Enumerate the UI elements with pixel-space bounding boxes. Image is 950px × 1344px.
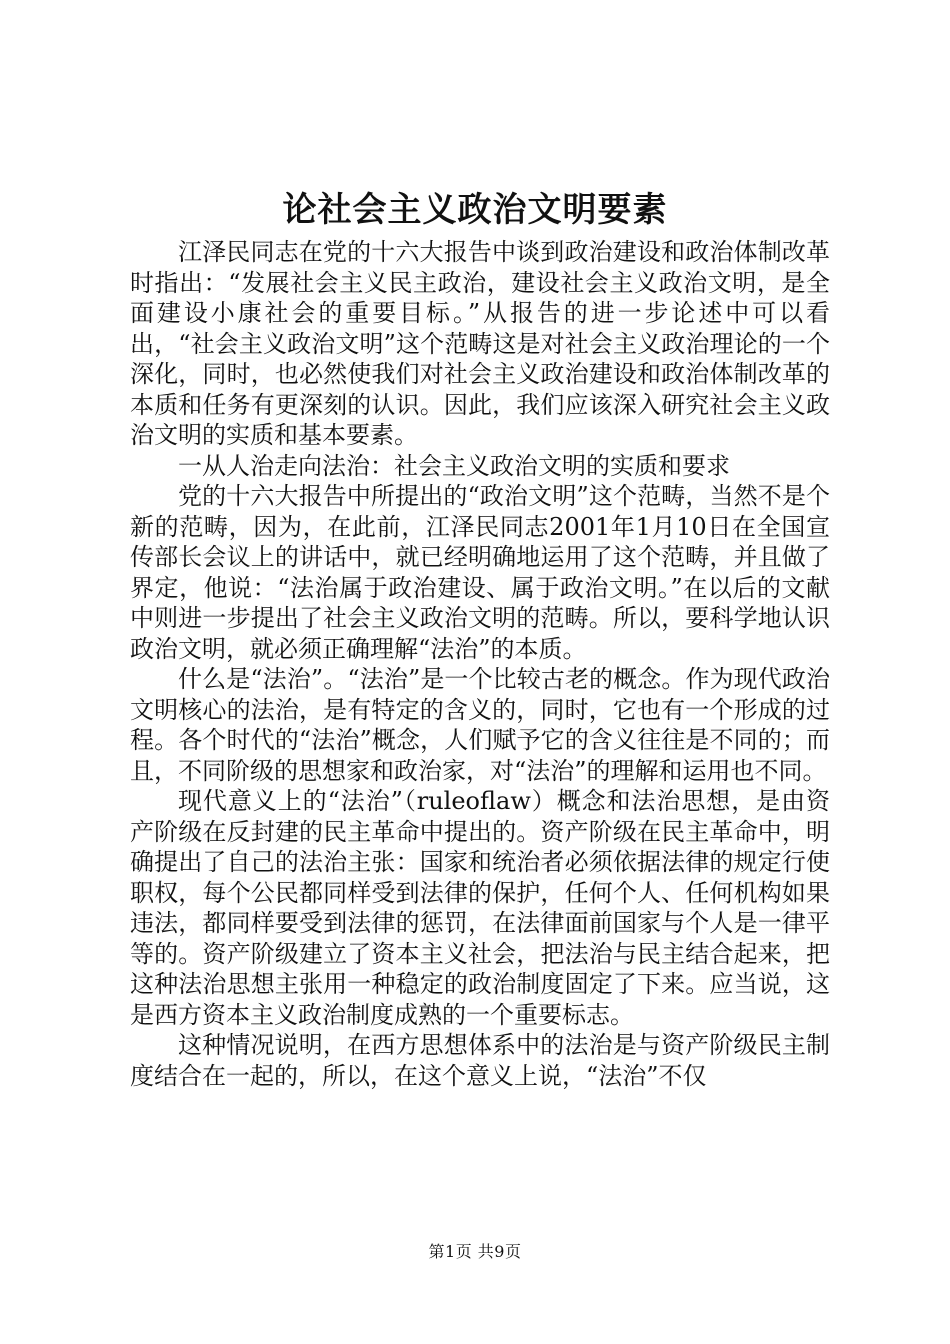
paragraph: 党的十六大报告中所提出的“政治文明”这个范畴，当然不是个新的范畴，因为，在此前，江泽民同志2001年1月10日在全国宣传部长会议上的讲话中，就已经明确地运用了这个范畴，并且做了界定，他说：“法治属于政治建设、属于政治文明。”在以后的文献中则进一步提出了社会主义政治文明的范畴。所以，要科学地认识政治文明，就必须正确理解“法治”的本质。: [130, 482, 830, 663]
paragraph: 这种情况说明，在西方思想体系中的法治是与资产阶级民主制度结合在一起的，所以，在这个意义上说，“法治”不仅: [130, 1031, 830, 1090]
page-number-footer: 第1页 共9页: [428, 1242, 522, 1261]
paragraph: 现代意义上的“法治”（ruleoflaw）概念和法治思想，是由资产阶级在反封建的民主革命中提出的。资产阶级在民主革命中，明确提出了自己的法治主张：国家和统治者必须依据法律的规定行使职权，每个公民都同样受到法律的保护，任何个人、任何机构如果违法，都同样要受到法律的惩罚，在法律面前国家与个人是一律平等的。资产阶级建立了资本主义社会，把法治与民主结合起来，把这种法治思想主张用一种稳定的政治制度固定了下来。应当说，这是西方资本主义政治制度成熟的一个重要标志。: [130, 787, 830, 1029]
paragraph: 江泽民同志在党的十六大报告中谈到政治建设和政治体制改革时指出：“发展社会主义民主政治，建设社会主义政治文明，是全面建设小康社会的重要目标。”从报告的进一步论述中可以看出，“社会主义政治文明”这个范畴这是对社会主义政治理论的一个深化，同时，也必然使我们对社会主义政治建设和政治体制改革的本质和任务有更深刻的认识。因此，我们应该深入研究社会主义政治文明的实质和基本要素。: [130, 238, 830, 449]
document-title: 论社会主义政治文明要素: [282, 190, 668, 230]
section-heading: 一从人治走向法治：社会主义政治文明的实质和要求: [178, 451, 730, 480]
document-body: [130, 237, 830, 1091]
paragraph: 什么是“法治”。“法治”是一个比较古老的概念。作为现代政治文明核心的法治，是有特定的含义的，同时，它也有一个形成的过程。各个时代的“法治”概念，人们赋予它的含义往往是不同的；而且，不同阶级的思想家和政治家，对“法治”的理解和运用也不同。: [130, 665, 830, 785]
